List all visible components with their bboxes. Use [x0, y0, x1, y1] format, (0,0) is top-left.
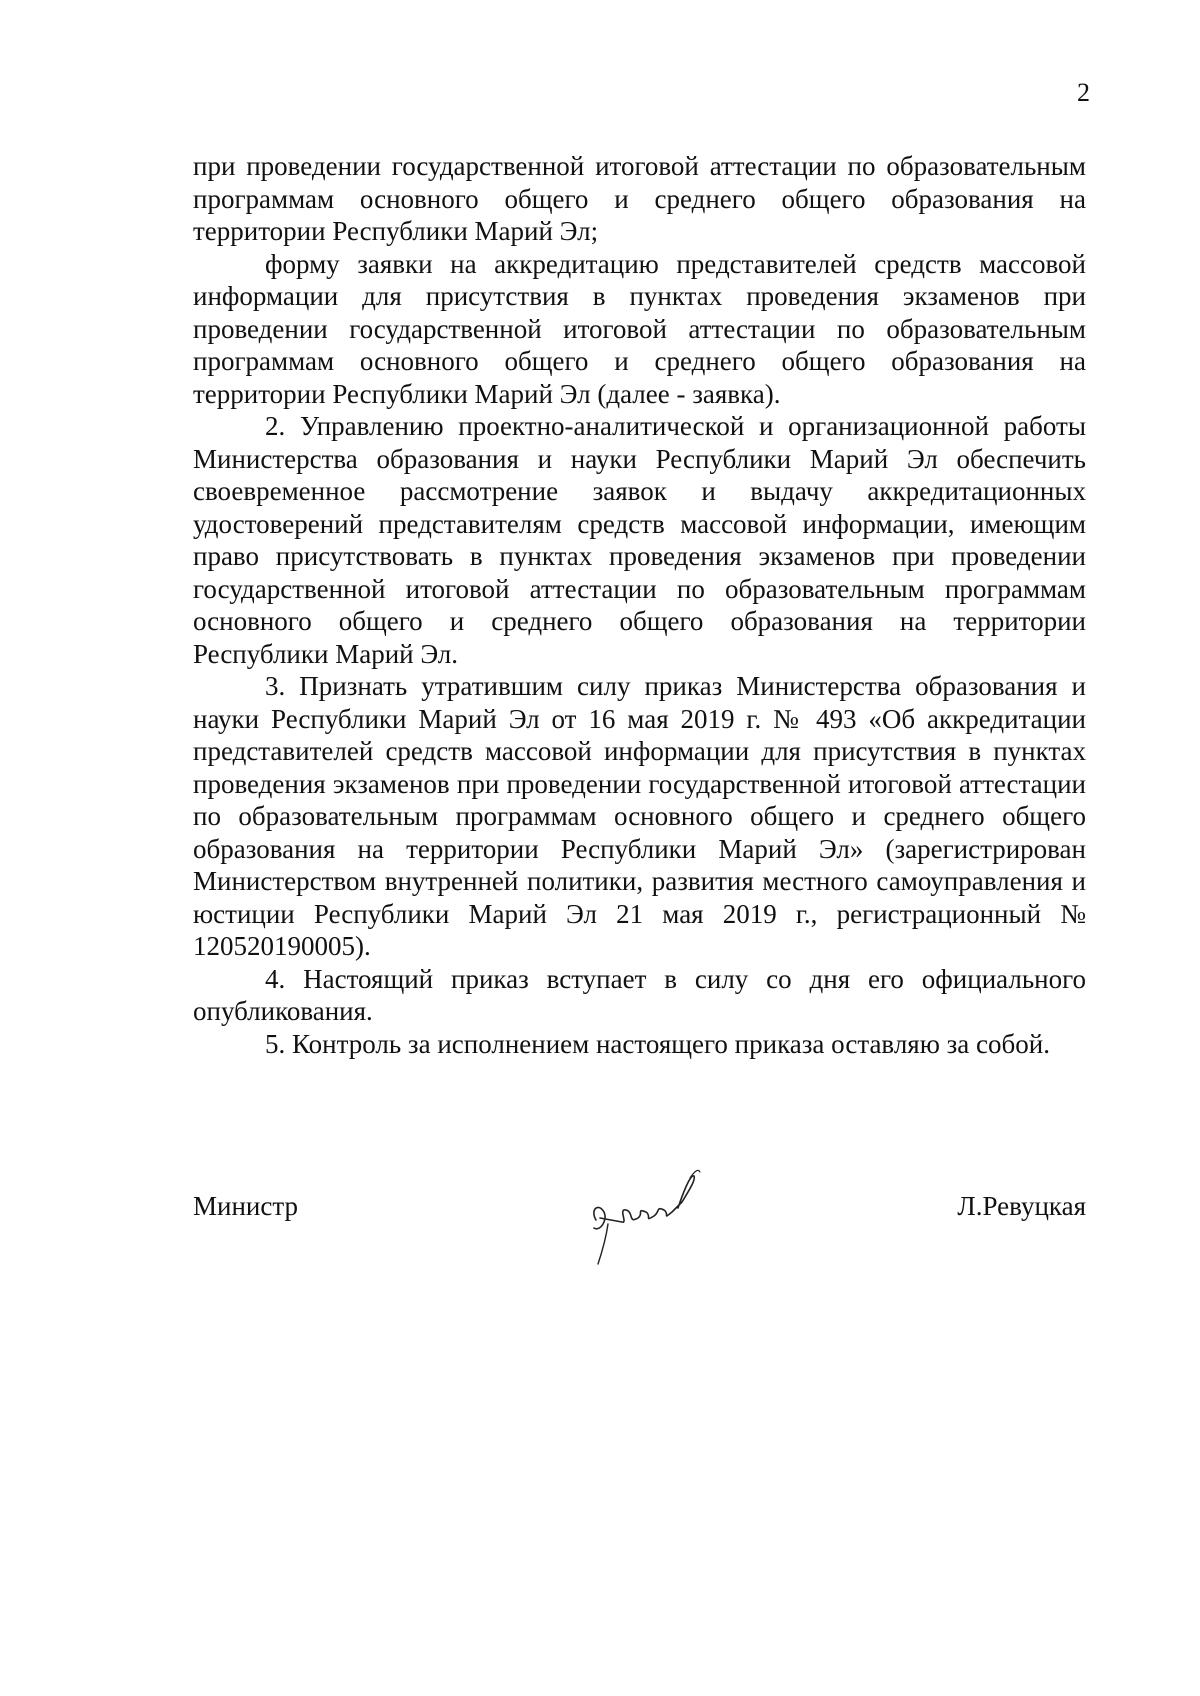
paragraph-continuation: при проведении государственной итоговой аттестации по образовательным программам основного общего и среднего общего образования на территории Республики Марий Эл; [193, 151, 1086, 246]
handwritten-signature [578, 1160, 718, 1270]
paragraph-item-4: 4. Настоящий приказ вступает в силу со дня его официального опубликования. [193, 963, 1086, 1026]
signatory-name: Л.Ревуцкая [957, 1191, 1086, 1221]
paragraph-application-form: форму заявки на аккредитацию представителей средств массовой информации для присутствия в пунктах проведения экзаменов при проведении государственной итоговой аттестации по образовательным программам основного общего и среднего общего образования на территории Республики Марий Эл (далее - заявка). [193, 248, 1086, 409]
paragraph-item-5: 5. Контроль за исполнением настоящего приказа оставляю за собой. [265, 1028, 1050, 1059]
paragraph-item-3: 3. Признать утратившим силу приказ Министерства образования и науки Республики Марий Эл от 16 мая 2019 г. № 493 «Об аккредитации представителей средств массовой информации для присутствия в пунктах проведения экзаменов при проведении государственной итоговой аттестации по образовательным программам основного общего и среднего общего образования на территории Республики Марий Эл» (зарегистрирован Министерством внутренней политики, развития местного самоуправления и юстиции Республики Марий Эл 21 мая 2019 г., регистрационный № 120520190005). [193, 671, 1086, 961]
paragraph-item-2: 2. Управлению проектно-аналитической и организационной работы Министерства образования и науки Республики Марий Эл обеспечить своевременное рассмотрение заявок и выдачу аккредитационных удостоверений представителям средств массовой информации, имеющим право присутствовать в пунктах проведения экзаменов при проведении государственной итоговой аттестации по образовательным программам основного общего и среднего общего образования на территории Республики Марий Эл. [193, 411, 1086, 669]
page-number: 2 [1077, 78, 1090, 107]
document-body [193, 150, 1086, 1060]
signature-block [193, 1160, 1086, 1270]
signatory-title: Министр [193, 1191, 298, 1221]
